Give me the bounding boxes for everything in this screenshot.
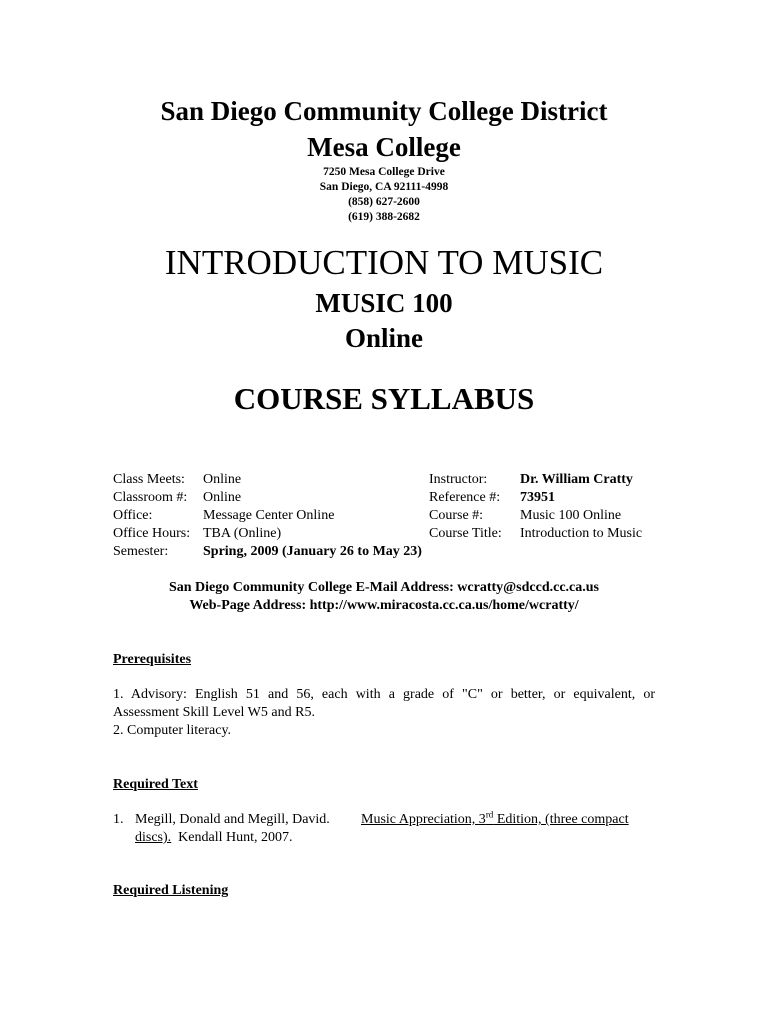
document-title: COURSE SYLLABUS [233,381,535,416]
instructor-value: Dr. William Cratty [520,472,633,487]
course-number: MUSIC 100 [315,288,453,318]
required-listening-heading: Required Listening [113,883,229,898]
book-title-edition-sup: rd [485,809,494,820]
course-num-label: Course #: [429,508,484,523]
college-name: Mesa College [307,132,461,162]
prerequisite-item-1-cont: Assessment Skill Level W5 and R5. [113,705,315,720]
course-mode: Online [344,323,424,353]
classroom-value: Online [203,490,242,505]
instructor-label: Instructor: [429,472,488,487]
course-title-value: Introduction to Music [520,526,643,541]
office-value: Message Center Online [203,508,335,523]
class-meets-value: Online [203,472,242,487]
required-text-line2 [135,829,293,847]
course-num-value: Music 100 Online [520,508,622,523]
required-text-heading: Required Text [113,777,198,792]
office-hours-label: Office Hours: [113,526,191,541]
classroom-label: Classroom #: [113,490,188,505]
email-address: San Diego Community College E-Mail Address: wcratty@sdccd.cc.ca.us [168,580,599,595]
prerequisite-item-1: 1. Advisory: English 51 and 56, each with a grade of "C" or better, or equivalent, or [113,687,655,702]
course-title: INTRODUCTION TO MUSIC [164,243,604,282]
semester-label: Semester: [113,544,169,559]
book-title-line2: discs). [135,830,172,845]
class-meets-label: Class Meets: [113,472,185,487]
required-text-publisher: Kendall Hunt, 2007. [178,830,293,845]
prerequisite-item-2: 2. Computer literacy. [113,723,232,738]
semester-value: Spring, 2009 (January 26 to May 23) [203,544,422,559]
phone-2: (619) 388-2682 [348,211,420,223]
prerequisites-heading: Prerequisites [113,652,192,667]
office-label: Office: [113,508,153,523]
course-title-label: Course Title: [429,526,502,541]
district-name: San Diego Community College District [160,96,608,126]
address-city: San Diego, CA 92111-4998 [319,181,449,193]
address-street: 7250 Mesa College Drive [323,166,445,178]
web-address: Web-Page Address: http://www.miracosta.cc.ca.us/home/wcratty/ [189,598,579,613]
book-title-part1: Music Appreciation, 3 [361,812,486,827]
required-text-number: 1. [113,812,124,827]
reference-label: Reference #: [429,490,501,505]
required-text-authors: Megill, Donald and Megill, David. [135,812,330,827]
reference-value: 73951 [520,490,555,505]
phone-1: (858) 627-2600 [348,196,420,208]
required-text-book-title [361,811,629,829]
office-hours-value: TBA (Online) [203,526,282,541]
book-title-part2: Edition, (three compact [493,812,629,827]
